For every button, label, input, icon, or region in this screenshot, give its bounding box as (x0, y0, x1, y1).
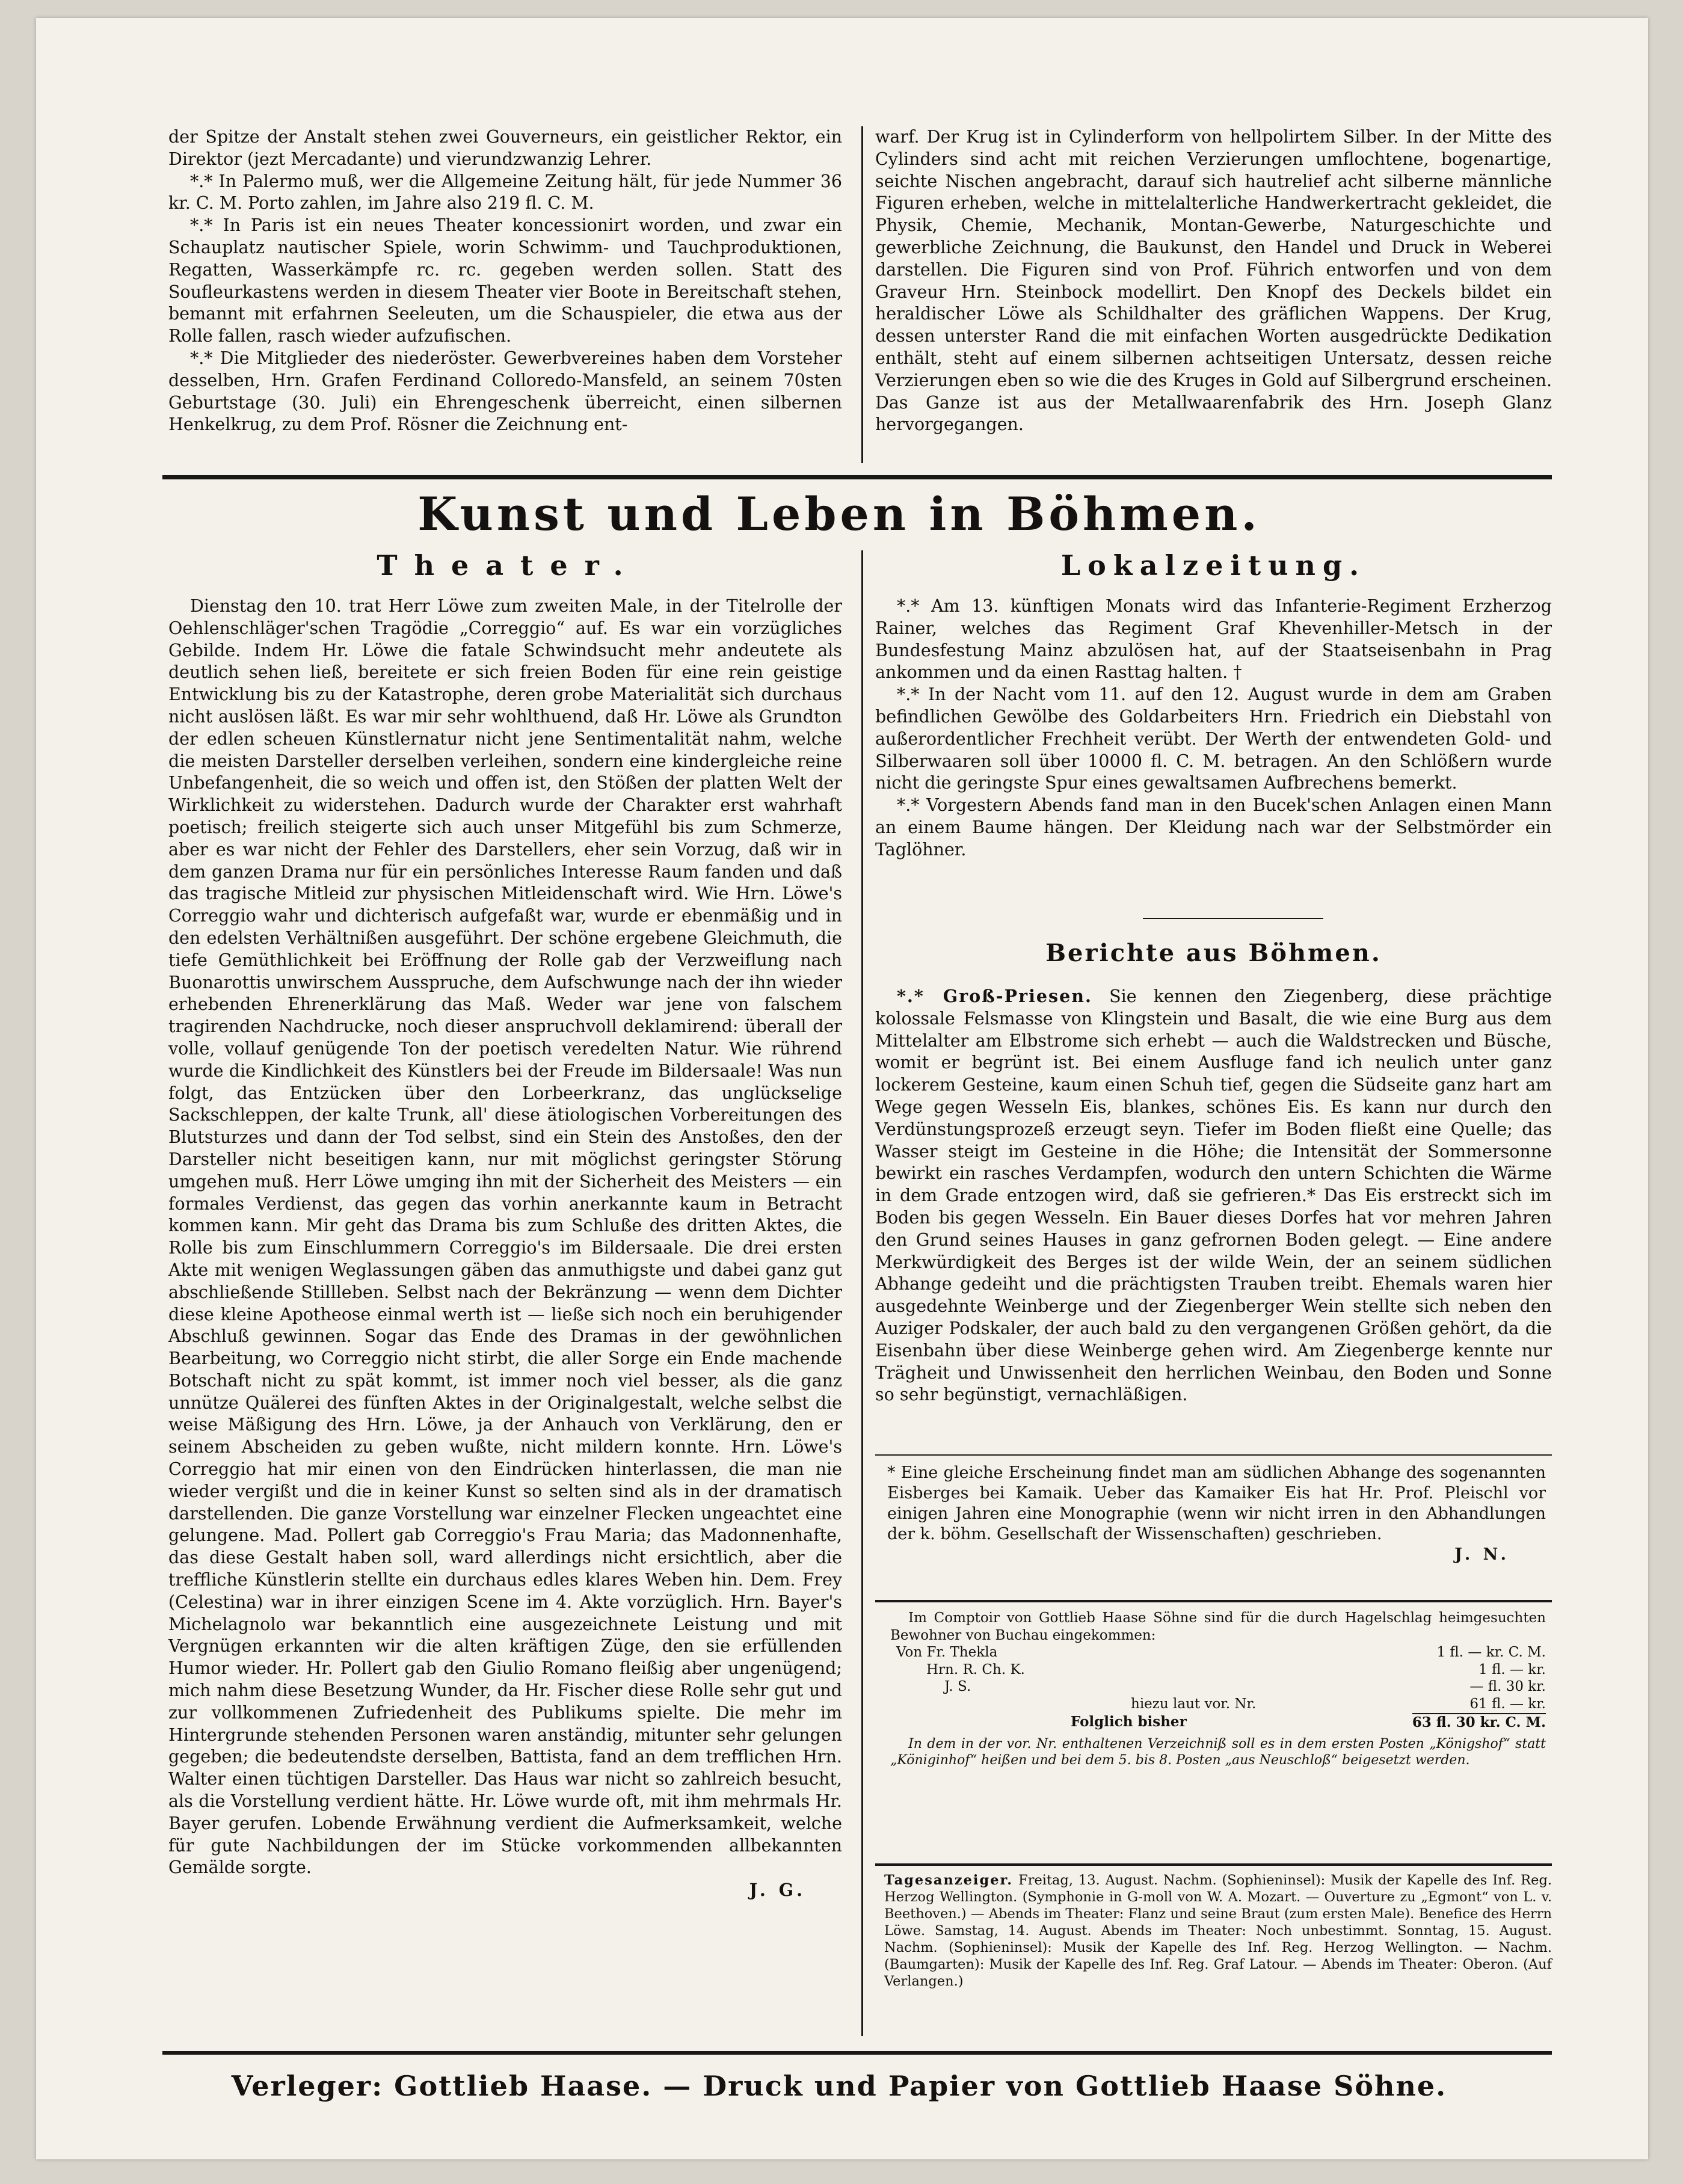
agenda-top-rule (875, 1863, 1552, 1866)
footnote-text: * Eine gleiche Erscheinung findet man am südlichen Abhange des sogenannten Eisberges bei Kamaik. Ueber das Kamaiker Eis hat Hr. Prof. Pleischl vor einigen Jahren eine Monographie (wenn wir nicht irren in den Abhandlungen der k. böhm. Gesellschaft der Wissenschaften) geschrieben. (887, 1463, 1546, 1543)
donor-amount: 1 fl. — kr. C. M. (1436, 1644, 1546, 1661)
agenda-title: Tagesanzeiger. (884, 1872, 1014, 1888)
table-row (890, 1678, 1546, 1696)
publisher-footer: Verleger: Gottlieb Haase. — Druck und Papier von Gottlieb Haase Söhne. (231, 2070, 1447, 2102)
theater-review: Dienstag den 10. trat Herr Löwe zum zweiten Male, in der Titelrolle der Oehlenschläger'schen Tragödie „Correggio“ auf. Es war ein vorzügliches Gebilde. Indem Hr. Löwe die fatale Schwindsucht mehr andeutete als deutlich sehen ließ, bereitete er sich freien Boden für eine rein geistige Entwicklung bis zu der Katastrophe, deren grobe Materialität sich durchaus nicht auslösen läßt. Es war mir sehr wohlthuend, daß Hr. Löwe als Grundton der edlen scheuen Künstlernatur nicht jene Sentimentalität nahm, welche die meisten Darsteller derselben verleihen, sondern eine kindergleiche reine Unbefangenheit, die so weich und offen ist, den Stößen der platten Welt der Wirklichkeit zu widerstehen. Dadurch wurde der Charakter erst wahrhaft poetisch; freilich steigerte sich auch unser Mitgefühl bis zum Schmerze, aber es war nicht der Fehler des Darstellers, eher sein Vorzug, daß wir in dem ganzen Drama nur für ein persönliches Interesse Raum fanden und daß das tragische Mitleid zur physischen Mitleidenschaft wird. Wie Hrn. Löwe's Correggio wahr und dichterisch aufgefaßt war, wurde er ebenmäßig und in den edelsten Verhältnißen ausgeführt. Der schöne ergebene Gleichmuth, die tiefe Gemüthlichkeit bei Eröffnung der Rolle gab der Verzweiflung nach Buonarottis unwirschem Ausspruche, dem Aufschwunge nach der ihn wieder erhebenden Ehrenerklärung das Maß. Weder war jene von falschem tragirenden Nachdrucke, noch dieser anspruchvoll deklamirend: überall der volle, vollauf genügende Ton der poetisch veredelten Natur. Wie rührend wurde die Kindlichkeit des Künstlers bei der Freude im Bildersaale! Was nun folgt, das Entzücken über den Lorbeerkranz, das unglückselige Sackschleppen, der kalte Trunk, all' diese ätiologischen Vorbereitungen des Blutsturzes und dann der Tod selbst, sind ein Stein des Anstoßes, den der Darsteller nicht beseitigen kann, nur mit möglichst geringster Störung umgehen muß. Herr Löwe umging ihn mit der Sicherheit des Meisters — ein formales Verdienst, das gegen das vorhin anerkannte kaum in Betracht kommen kann. Mir geht das Drama bis zum Schluße des dritten Aktes, die Rolle bis zum Einschlummern Correggio's im Bildersaale. Die drei ersten Akte mit wenigen Weglassungen gäben das anmuthigste und dabei ganz gut abschließende Stillleben. Selbst nach der Bekränzung — wenn dem Dichter diese kleine Apotheose einmal werth ist — ließe sich noch ein beruhigender Abschluß gewinnen. Sogar das Ende des Dramas in der gewöhnlichen Bearbeitung, wo Correggio nicht stirbt, die aller Sorge ein Ende machende Botschaft nicht zu spät kommt, ist immer noch viel besser, als die ganz unnütze Quälerei des fünften Aktes in der Originalgestalt, welche selbst die weise Mäßigung des Hrn. Löwe, ja der Anhauch von Verklärung, den er seinem Abscheiden zu geben wußte, nicht mildern konnte. Hrn. Löwe's Correggio hat mir einen von den Eindrücken hinterlassen, die man nie wieder vergißt und die in keiner Kunst so selten sind als in der dramatisch darstellenden. Die ganze Vorstellung war einzelner Flecken ungeachtet eine gelungene. Mad. Pollert gab Correggio's Frau Maria; das Madonnenhafte, das diese Gestalt haben soll, ward allerdings nicht ersichtlich, aber die treffliche Künstlerin stellte ein durchaus edles klares Weben hin. Dem. Frey (Celestina) war in ihrer einzigen Scene im 4. Akte vorzüglich. Hrn. Bayer's Michelagnolo war bekanntlich eine ausgezeichnete Leistung und mit Vergnügen erkannten wir die alten kräftigen Züge, den sie erfüllenden Humor wieder. Hr. Pollert gab den Giulio Romano fleißig aber ungenügend; mich nahm diese Besetzung Wunder, da Hr. Fischer diese Rolle sehr gut und zur vollkommenen Zufriedenheit des Publikums spielte. Die mehr im Hintergrunde stehenden Personen waren anständig, mitunter sehr gelungen gegeben; die bedeutendste derselben, Battista, fand an dem trefflichen Hrn. Walter einen tüchtigen Darsteller. Das Haus war nicht so zahlreich besucht, als die Vorstellung verdient hätte. Hr. Löwe wurde oft, mit ihm mehrmals Hr. Bayer gerufen. Lobende Erwähnung verdient die Aufmerksamkeit, welche für gute Nachbildungen der im Stücke vorkommenden allbekannten Gemälde sorgte. (168, 596, 842, 1878)
total-label: Folglich bisher (1071, 1714, 1187, 1730)
theater-column (168, 595, 842, 1901)
short-divider (1143, 918, 1323, 919)
agenda-text: Freitag, 13. August. Nachm. (Sophieninsel): Musik der Kapelle des Inf. Reg. Herzog Wellington. (Symphonie in G-moll von W. A. Mozart. — Ouverture zu „Egmont“ von L. v. Beethoven.) — Abends im Theater: Flanz und seine Braut (zum ersten Male). Benefice des Herrn Löwe. Samstag, 14. August. Abends im Theater: Noch unbestimmt. Sonntag, 15. August. Nachm. (Sophieninsel): Musik der Kapelle des Inf. Reg. Herzog Wellington. — Nachm. (Baumgarten): Musik der Kapelle des Inf. Reg. Graf Latour. — Abends im Theater: Oberon. (Auf Verlangen.) (884, 1872, 1552, 1989)
masthead-top-rule (162, 475, 1552, 479)
donations-top-rule (875, 1600, 1552, 1602)
news-item: *.* Vorgestern Abends fand man in den Bucek'schen Anlagen einen Mann an einem Baume hängen. Der Kleidung nach war der Selbstmörder ein Taglöhner. (875, 795, 1552, 860)
correction-note: In dem in der vor. Nr. enthaltenen Verzeichniß soll es in dem ersten Posten „Königshof“ statt „Königinhof“ heißen und bei dem 5. bis 8. Posten „aus Neuschloß“ beigesetzt werden. (890, 1736, 1546, 1768)
donor-name: Von Fr. Thekla (896, 1644, 998, 1661)
donations-table (890, 1644, 1546, 1731)
theater-heading: Theater. (377, 549, 640, 582)
report-text: Sie kennen den Ziegenberg, diese prächtige kolossale Felsmasse von Klingstein und Basalt, die wie eine Burg aus dem Mittelalter am Elbstrome sich erhebt — auch die Waldstrecken und Büsche, womit er begrünt ist. Bei einem Ausfluge fand ich neulich unter ganz lockerem Gesteine, kaum einen Schuh tief, gegen die Südseite ganz hart am Wege gegen Wesseln Eis, blankes, schönes Eis. Es kann nur durch den Verdünstungsprozeß erzeugt seyn. Tiefer im Boden fließt eine Quelle; das Wasser steigt im Gesteine in die Höhe; die Intensität der Sommersonne bewirkt ein rasches Verdampfen, wodurch den untern Schichten die Wärme in dem Grade entzogen wird, daß sie gefrieren.* Das Eis erstreckt sich im Boden bis gegen Wesseln. Ein Bauer dieses Dorfes hat vor mehren Jahren den Grund seines Hauses in ganz gefrornen Boden gelegt. — Eine andere Merkwürdigkeit des Berges ist der wilde Wein, der an seinem südlichen Abhange gedeiht und die prächtigsten Trauben treibt. Ehemals waren hier ausgedehnte Weinberge und der Ziegenberger Wein stellte sich neben den Auziger Podskaler, der auch bald zu den vergangenen Größen gehört, da die Eisenbahn über diese Weinberge gehen wird. Am Ziegenberge kennte nur Trägheit und Unwissenheit den herrlichen Weinbau, den Boden und Sonne so sehr begünstigt, vernachläßigen. (875, 986, 1552, 1405)
theater-signature: J. G. (749, 1880, 806, 1901)
column-divider (861, 126, 863, 463)
footnote-signature: J. N. (1454, 1545, 1510, 1564)
column-divider (861, 550, 863, 2036)
lokalzeitung-heading: Lokalzeitung. (1060, 549, 1367, 582)
donor-amount: 61 fl. — kr. (1412, 1696, 1546, 1714)
paragraph: der Spitze der Anstalt stehen zwei Gouverneurs, ein geistlicher Rektor, ein Direktor (jezt Mercadante) und vierundzwanzig Lehrer. (168, 127, 842, 169)
top-left-column (168, 126, 842, 436)
donor-amount: 1 fl. — kr. (1478, 1661, 1546, 1678)
report-lead: *.* Groß-Priesen. (897, 986, 1092, 1006)
berichte-column (875, 985, 1552, 1406)
section-masthead: Kunst und Leben in Böhmen. (417, 487, 1261, 541)
paragraph: *.* In Paris ist ein neues Theater koncessionirt worden, und zwar ein Schauplatz nautischer Spiele, worin Schwimm- und Tauchproduktionen, Regatten, Wasserkämpfe rc. rc. gegeben werden sollen. Statt des Soufleurkastens werden in diesem Theater vier Boote in Bereitschaft stehen, bemannt mit erfahrnen Seeleuten, um die Schauspieler, die etwa aus der Rolle fallen, rasch wieder aufzufischen. (168, 215, 842, 346)
lokalzeitung-column (875, 595, 1552, 861)
total-amount: 63 fl. 30 kr. C. M. (1412, 1714, 1546, 1730)
donor-name: hiezu laut vor. Nr. (1131, 1696, 1257, 1712)
report-paragraph (875, 985, 1552, 1406)
news-item: *.* Am 13. künftigen Monats wird das Infanterie-Regiment Erzherzog Rainer, welches das Regiment Graf Khevenhiller-Metsch in der Bundesfestung Mainz abzulösen hat, auf der Staatseisenbahn in Prag ankommen und da einen Rasttag halten. † (875, 596, 1552, 683)
donor-amount: — fl. 30 kr. (1469, 1679, 1546, 1695)
footnote-rule (875, 1454, 1552, 1456)
donor-name: Hrn. R. Ch. K. (926, 1661, 1025, 1678)
table-row (890, 1644, 1546, 1661)
total-row (890, 1714, 1546, 1732)
paragraph: *.* In Palermo muß, wer die Allgemeine Zeitung hält, für jede Nummer 36 kr. C. M. Porto zahlen, im Jahre also 219 fl. C. M. (168, 171, 842, 214)
donations-block (890, 1610, 1546, 1768)
table-row (890, 1661, 1546, 1679)
berichte-footnote (887, 1463, 1546, 1565)
donor-name: J. S. (944, 1679, 971, 1695)
paragraph: *.* Die Mitglieder des niederöster. Gewerbvereines haben dem Vorsteher desselben, Hrn. Grafen Ferdinand Colloredo-Mansfeld, an seinem 70sten Geburtstage (30. Juli) ein Ehrengeschenk überreicht, einen silbernen Henkelkrug, zu dem Prof. Rösner die Zeichnung ent- (168, 348, 842, 435)
table-row (890, 1696, 1546, 1714)
top-right-column (875, 126, 1552, 436)
footer-top-rule (162, 2051, 1552, 2055)
berichte-heading: Berichte aus Böhmen. (1045, 939, 1382, 967)
agenda-block (884, 1872, 1552, 1990)
news-item: *.* In der Nacht vom 11. auf den 12. August wurde in dem am Graben befindlichen Gewölbe des Goldarbeiters Hrn. Friedrich ein Diebstahl von außerordentlicher Frechheit verübt. Der Werth der entwendeten Gold- und Silberwaaren soll über 10000 fl. C. M. betragen. An den Schlößern wurde nicht die geringste Spur eines gewaltsamen Aufbrechens bemerkt. (875, 684, 1552, 793)
donations-intro: Im Comptoir von Gottlieb Haase Söhne sind für die durch Hagelschlag heimgesuchten Bewohner von Buchau eingekommen: (890, 1610, 1546, 1643)
paragraph: warf. Der Krug ist in Cylinderform von hellpolirtem Silber. In der Mitte des Cylinders sind acht mit reichen Verzierungen umflochtene, bogenartige, seichte Nischen angebracht, darauf sich hautrelief acht silberne männliche Figuren erheben, welche in mittelalterliche Handwerkertracht gekleidet, die Physik, Chemie, Mechanik, Montan-Gewerbe, Naturgeschichte und gewerbliche Zeichnung, die Baukunst, den Handel und Druck in Weberei darstellen. Die Figuren sind von Prof. Führich entworfen und von dem Graveur Hrn. Steinbock modellirt. Den Knopf des Deckels bildet ein heraldischer Löwe als Schildhalter des gräflichen Wappens. Der Krug, dessen unterster Rand die mit einfachen Worten ausgedrückte Dedikation enthält, steht auf einem silbernen achtseitigen Untersatz, dessen reiche Verzierungen eben so wie die des Kruges in Gold auf Silbergrund erscheinen. Das Ganze ist aus der Metallwaarenfabrik des Hrn. Joseph Glanz hervorgegangen. (875, 127, 1552, 435)
